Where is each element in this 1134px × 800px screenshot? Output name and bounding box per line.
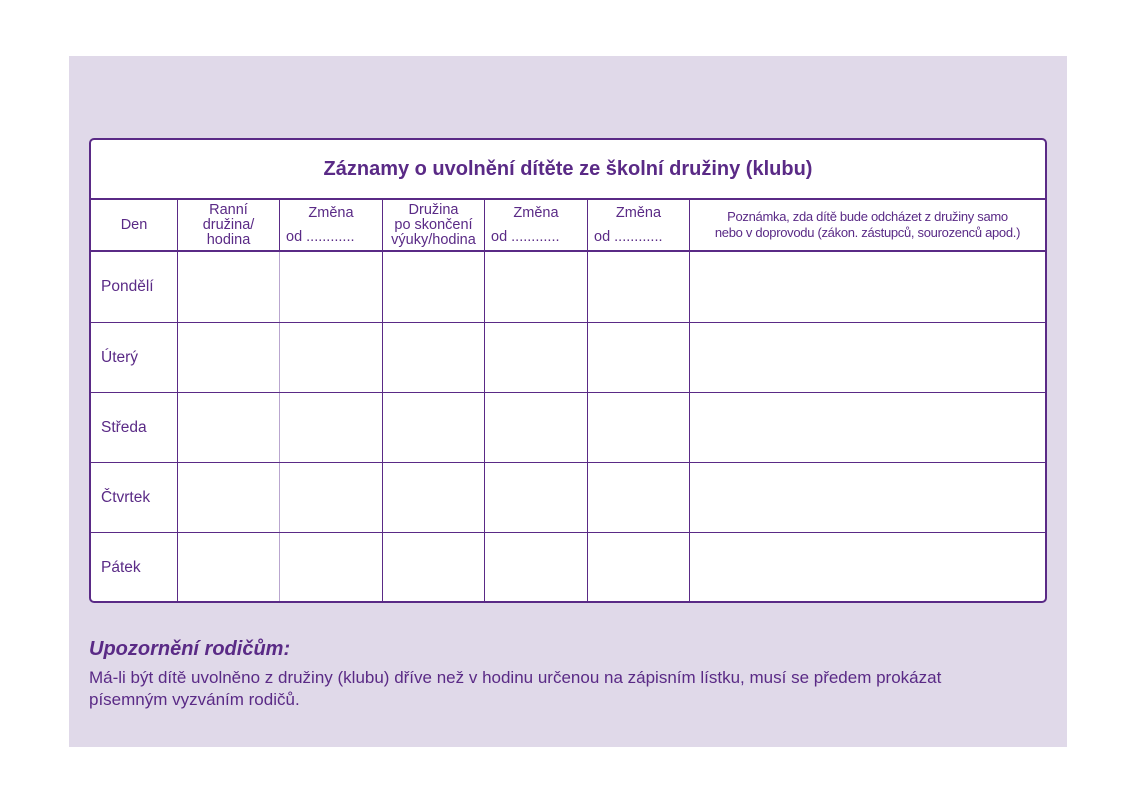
cell-zmena-2[interactable] [484,463,587,532]
cell-zmena-2[interactable] [484,252,587,322]
header-zmena-1 [279,200,382,250]
day-label: Pondělí [101,278,154,295]
header-zmena-2-from: od ............ [491,229,560,245]
cell-druzina[interactable] [382,393,484,462]
header-zmena-3 [587,200,689,250]
header-poznamka-line1: Poznámka, zda dítě bude odcházet z družiny samo [727,209,1008,224]
header-poznamka [689,200,1045,250]
cell-zmena-2[interactable] [484,393,587,462]
cell-poznamka[interactable] [689,463,1045,532]
header-zmena-1-label: Změna [308,205,354,221]
header-ranni-line1: Ranní [209,201,248,218]
notice-line-2: písemným vyzváním rodičů. [89,690,300,709]
table-title: Záznamy o uvolnění dítěte ze školní družiny (klubu) [91,140,1045,200]
header-zmena-2 [484,200,587,250]
cell-poznamka[interactable] [689,393,1045,462]
header-poznamka-line2: nebo v doprovodu (zákon. zástupců, sourozenců apod.) [714,225,1021,240]
table-row [91,322,1045,392]
table-row [91,252,1045,322]
cell-zmena-2[interactable] [484,323,587,392]
header-den [91,200,177,250]
cell-zmena-1[interactable] [279,252,382,322]
notice-text [89,667,1049,711]
cell-zmena-1[interactable] [279,393,382,462]
header-zmena-3-from: od ............ [594,229,663,245]
cell-zmena-1[interactable] [279,323,382,392]
cell-ranni[interactable] [177,393,279,462]
table-row [91,532,1045,602]
day-label: Čtvrtek [101,488,151,506]
header-druzina-line1: Družina [408,201,459,218]
cell-zmena-1[interactable] [279,533,382,602]
day-label: Pátek [101,558,141,576]
cell-zmena-1[interactable] [279,463,382,532]
header-den-label: Den [120,216,148,233]
cell-ranni[interactable] [177,252,279,322]
header-druzina-line3: výuky/hodina [391,231,476,248]
table-header-row [91,200,1045,252]
cell-zmena-3[interactable] [587,533,689,602]
parent-notice [89,638,1049,711]
header-zmena-1-from: od ............ [286,229,355,245]
header-druzina-line2: po skončení [394,216,473,233]
cell-druzina[interactable] [382,463,484,532]
header-zmena-3-label: Změna [615,205,662,221]
header-ranni [177,200,279,250]
cell-poznamka[interactable] [689,252,1045,322]
cell-zmena-2[interactable] [484,533,587,602]
release-record-table [89,138,1047,603]
table-row [91,392,1045,462]
cell-zmena-3[interactable] [587,252,689,322]
header-zmena-2-label: Změna [513,205,559,221]
notice-line-1: Má-li být dítě uvolněno z družiny (klubu) dříve než v hodinu určenou na zápisním lístku, musí se předem prokázat [89,668,942,687]
header-ranni-line3: hodina [206,231,251,248]
cell-druzina[interactable] [382,252,484,322]
notice-title: Upozornění rodičům: [89,638,291,660]
cell-zmena-3[interactable] [587,463,689,532]
table-row [91,462,1045,532]
cell-ranni[interactable] [177,533,279,602]
cell-druzina[interactable] [382,533,484,602]
header-druzina [382,200,484,250]
cell-zmena-3[interactable] [587,393,689,462]
cell-druzina[interactable] [382,323,484,392]
cell-zmena-3[interactable] [587,323,689,392]
cell-ranni[interactable] [177,463,279,532]
header-ranni-line2: družina/ [202,216,255,233]
cell-ranni[interactable] [177,323,279,392]
day-label: Středa [101,418,147,436]
cell-poznamka[interactable] [689,323,1045,392]
cell-poznamka[interactable] [689,533,1045,602]
day-label: Úterý [101,348,139,366]
